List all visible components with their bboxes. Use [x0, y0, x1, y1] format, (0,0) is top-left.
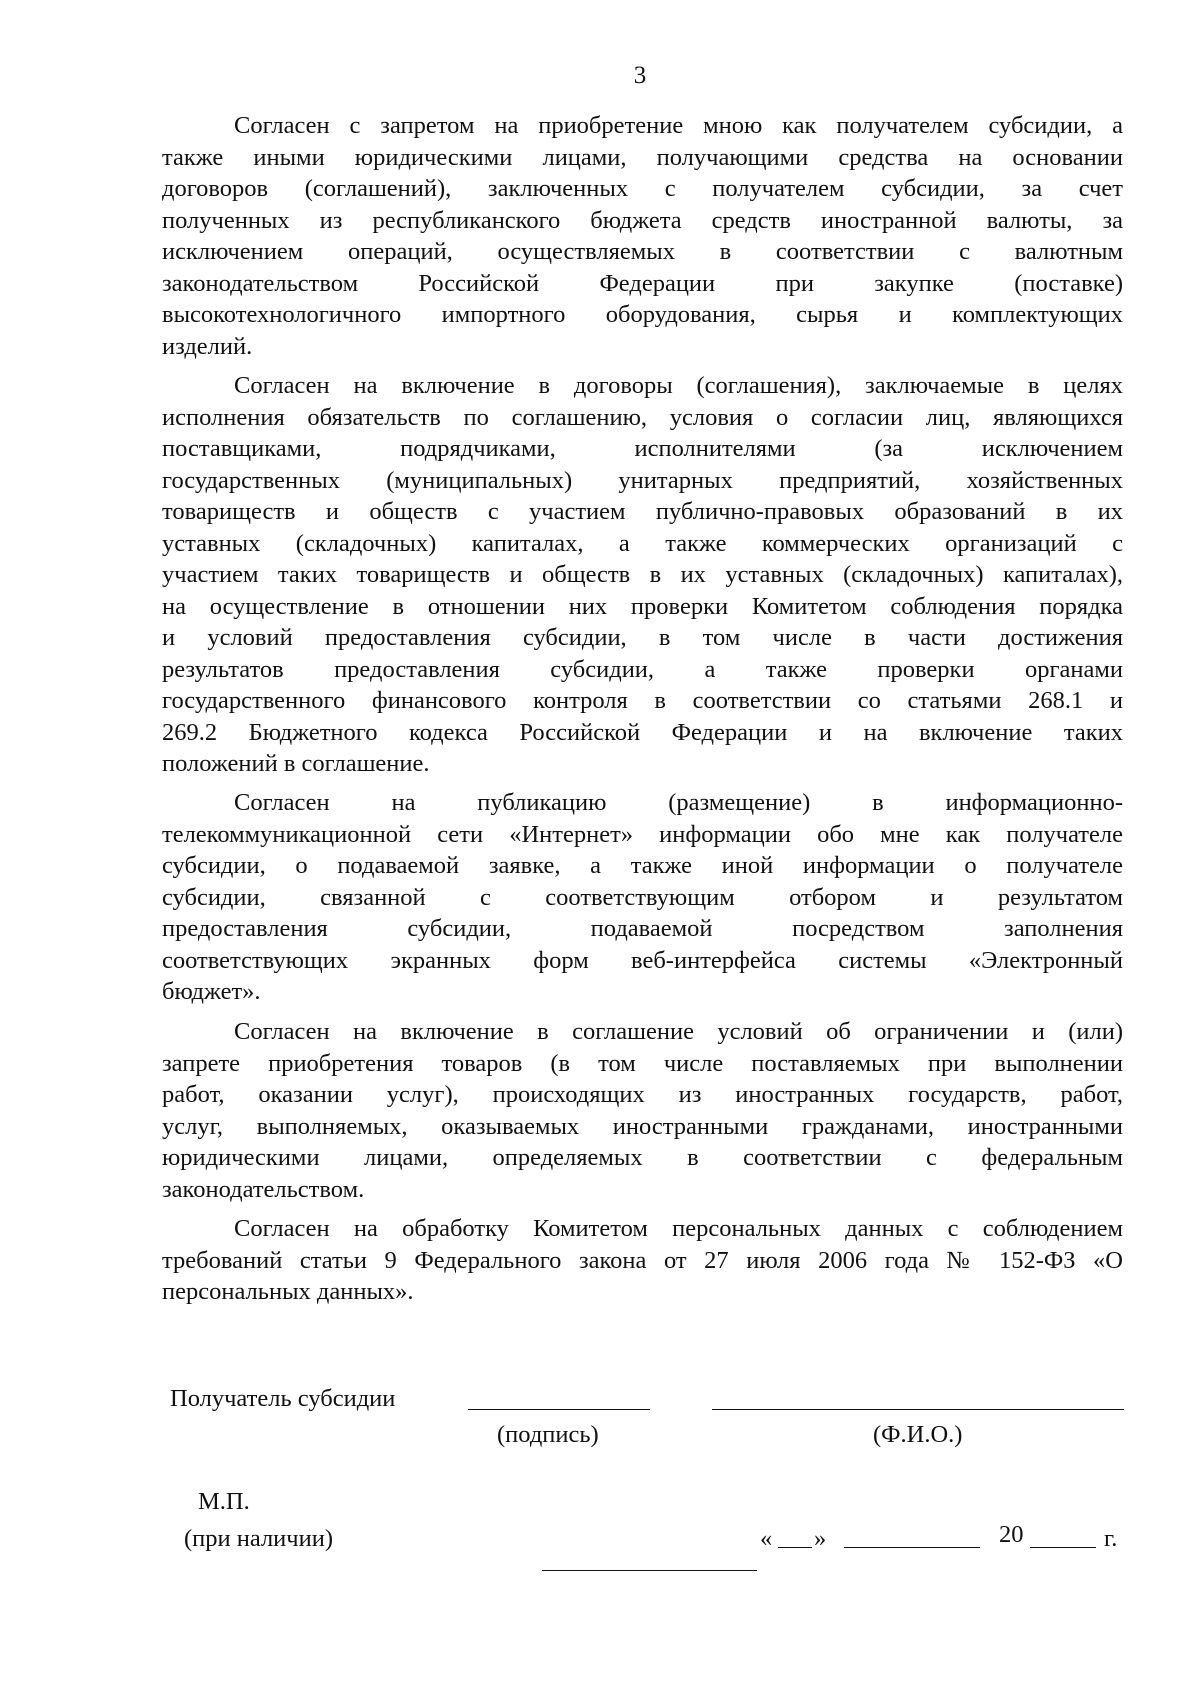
paragraph-line: товариществ и обществ с участием публично-правовых образований в их: [162, 498, 1123, 525]
paragraph-foreign-goods: [162, 1016, 1123, 1205]
paragraph-publication: [162, 787, 1123, 1008]
paragraph-line: телекоммуникационной сети «Интернет» информации обо мне как получателе: [162, 820, 1123, 848]
paragraph-line: исключением операций, осуществляемых в соответствии с валютным: [162, 238, 1123, 265]
year-prefix: 20: [999, 1521, 1024, 1548]
paragraph-line: Согласен на публикацию (размещение) в информационно-: [234, 789, 1123, 816]
full-name-blank: [712, 1409, 1124, 1410]
paragraph-line: Согласен на включение в договоры (соглашения), заключаемые в целях: [234, 372, 1123, 399]
paragraph-line: работ, оказании услуг), происходящих из иностранных государств, работ,: [162, 1081, 1123, 1108]
paragraph-line: законодательством.: [162, 1175, 365, 1203]
paragraph-line: изделий.: [162, 332, 253, 360]
paragraph-contract-inclusion: [162, 370, 1123, 780]
paragraph-line: Согласен на включение в соглашение условий об ограничении и (или): [234, 1018, 1123, 1045]
paragraph-line: Согласен с запретом на приобретение мною как получателем субсидии, а: [234, 112, 1123, 139]
signature-blank: [468, 1409, 650, 1410]
paragraph-line: государственного финансового контроля в соответствии со статьями 268.1 и: [162, 687, 1123, 714]
date-close-quote: »: [814, 1525, 827, 1552]
seal-label: М.П.: [198, 1488, 250, 1515]
month-blank: [844, 1547, 980, 1548]
paragraph-line: требований статьи 9 Федерального закона от 27 июля 2006 года № 152-ФЗ «О: [162, 1246, 1123, 1274]
page-number: 3: [633, 62, 647, 89]
paragraph-line: уставных (складочных) капиталах, а также коммерческих организаций с: [162, 529, 1123, 557]
paragraph-line: и условий предоставления субсидии, в том числе в части достижения: [162, 624, 1123, 651]
paragraph-line: Согласен на обработку Комитетом персональных данных с соблюдением: [234, 1215, 1123, 1242]
year-suffix: г.: [1104, 1525, 1118, 1552]
paragraph-line: юридическими лицами, определяемых в соответствии с федеральным: [162, 1144, 1123, 1171]
paragraph-line: также иными юридическими лицами, получающими средства на основании: [162, 143, 1123, 171]
bottom-rule: [542, 1570, 757, 1571]
paragraph-personal-data: [162, 1213, 1123, 1308]
paragraph-line: 269.2 Бюджетного кодекса Российской Федерации и на включение таких: [162, 718, 1123, 746]
signature-caption: (подпись): [497, 1421, 599, 1448]
paragraph-line: законодательством Российской Федерации при закупке (поставке): [162, 269, 1123, 297]
paragraph-line: договоров (соглашений), заключенных с получателем субсидии, за счет: [162, 175, 1123, 202]
full-name-caption: (Ф.И.О.): [873, 1421, 963, 1448]
paragraph-line: результатов предоставления субсидии, а также проверки органами: [162, 655, 1123, 683]
year-blank: [1030, 1547, 1096, 1548]
paragraph-line: соответствующих экранных форм веб-интерфейса системы «Электронный: [162, 946, 1123, 974]
paragraph-line: услуг, выполняемых, оказываемых иностранными гражданами, иностранными: [162, 1112, 1123, 1140]
recipient-label: Получатель субсидии: [170, 1385, 396, 1412]
paragraph-line: предоставления субсидии, подаваемой посредством заполнения: [162, 915, 1123, 942]
paragraph-line: поставщиками, подрядчиками, исполнителями (за исключением: [162, 435, 1123, 462]
paragraph-line: государственных (муниципальных) унитарных предприятий, хозяйственных: [162, 466, 1123, 494]
seal-note: (при наличии): [184, 1525, 333, 1552]
paragraph-line: исполнения обязательств по соглашению, условия о согласии лиц, являющихся: [162, 403, 1123, 431]
paragraph-line: высокотехнологичного импортного оборудования, сырья и комплектующих: [162, 301, 1123, 328]
paragraph-line: полученных из республиканского бюджета средств иностранной валюты, за: [162, 206, 1123, 234]
date-open-quote: «: [760, 1525, 773, 1552]
paragraph-line: участием таких товариществ и обществ в их уставных (складочных) капиталах),: [162, 561, 1123, 588]
paragraph-line: субсидии, о подаваемой заявке, а также иной информации о получателе: [162, 852, 1123, 879]
paragraph-line: бюджет».: [162, 978, 261, 1005]
paragraph-line: на осуществление в отношении них проверки Комитетом соблюдения порядка: [162, 592, 1123, 620]
paragraph-currency-ban: [162, 110, 1123, 362]
paragraph-line: субсидии, связанной с соответствующим отбором и результатом: [162, 883, 1123, 911]
paragraph-line: персональных данных».: [162, 1278, 414, 1305]
paragraph-line: положений в соглашение.: [162, 750, 430, 777]
paragraph-line: запрете приобретения товаров (в том числе поставляемых при выполнении: [162, 1049, 1123, 1077]
day-blank: [778, 1547, 812, 1548]
